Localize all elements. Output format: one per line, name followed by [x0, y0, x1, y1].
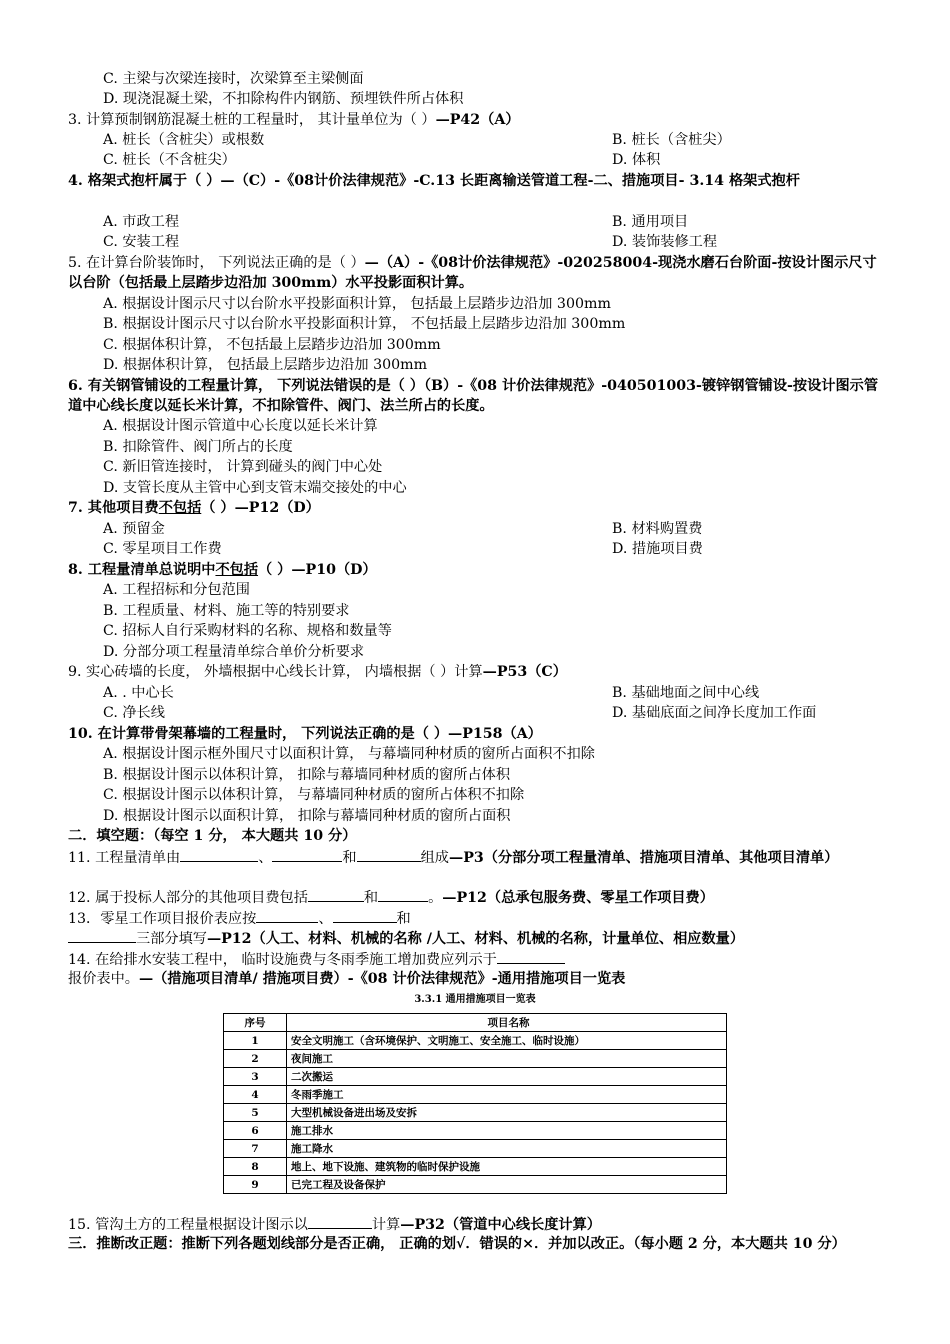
question-9: 9. 实心砖墙的长度， 外墙根据中心线长计算， 内墙根据（ ）计算—P53（C） [68, 664, 567, 680]
table-cell: 安全文明施工（含环境保护、文明施工、安全施工、临时设施） [287, 1032, 727, 1050]
option-line: B. 根据设计图示以体积计算， 扣除与幕墙同种材质的窗所占体积 [103, 767, 511, 783]
table-row [224, 1068, 727, 1086]
option-line: C. 新旧管连接时， 计算到碰头的阀门中心处 [103, 459, 383, 475]
table-row [224, 1104, 727, 1122]
question-13-cont: 三部分填写—P12（人工、材料、机械的名称 /人工、材料、机械的名称，计量单位、相应数量） [68, 928, 883, 949]
table-cell: 已完工程及设备保护 [287, 1176, 727, 1194]
option-row: C. 桩长（不含桩尖） D. 体积 [103, 152, 661, 168]
question-11: 11. 工程量清单由 、 和 组成—P3（分部分项工程量清单、措施项目清单、其他项目清单） [68, 847, 883, 868]
option-line: C. 主梁与次梁连接时，次梁算至主梁侧面 [103, 71, 364, 87]
table-cell: 2 [224, 1050, 287, 1068]
section-2-heading: 二．填空题：（每空 1 分， 本大题共 10 分） [68, 828, 357, 844]
table-row [224, 1032, 727, 1050]
column-header: 项目名称 [287, 1014, 727, 1032]
table-cell: 二次搬运 [287, 1068, 727, 1086]
table-cell: 4 [224, 1086, 287, 1104]
option-row: C. 零星项目工作费 D. 措施项目费 [103, 541, 703, 557]
option-line: D. 支管长度从主管中心到支管末端交接处的中心 [103, 480, 407, 496]
option-line: C. 根据体积计算， 不包括最上层踏步边沿加 300mm [103, 337, 441, 353]
option-line: A. 工程招标和分包范围 [103, 582, 250, 598]
table-row [224, 1176, 727, 1194]
question-13: 13．零星工作项目报价表应按 、 和 [68, 908, 883, 929]
option-row: A. . 中心长 B. 基础地面之间中心线 [103, 685, 760, 701]
question-7: 7. 其他项目费不包括（ ）—P12（D） [68, 500, 320, 516]
option-line: A. 根据设计图示管道中心长度以延长米计算 [103, 418, 378, 434]
table-cell: 夜间施工 [287, 1050, 727, 1068]
question-4: 4. 格架式抱杆属于（ ）—（C）-《08计价法律规范》-C.13 长距离输送管道工程-二、措施项目- 3.14 格架式抱杆 [68, 173, 800, 189]
option-row: A. 预留金 B. 材料购置费 [103, 521, 703, 537]
option-line: B. 工程质量、材料、施工等的特别要求 [103, 603, 350, 619]
question-14-cont: 报价表中。—（措施项目清单/ 措施项目费）-《08 计价法律规范》-通用措施项目一览表 [68, 971, 626, 987]
table-row [224, 1140, 727, 1158]
option-line: D. 根据设计图示以面积计算， 扣除与幕墙同种材质的窗所占面积 [103, 808, 511, 824]
column-header: 序号 [224, 1014, 287, 1032]
table-row [224, 1050, 727, 1068]
question-3: 3. 计算预制钢筋混凝土桩的工程量时， 其计量单位为（ ）—P42（A） [68, 112, 520, 128]
section-3-heading: 三．推断改正题：推断下列各题划线部分是否正确， 正确的划√．错误的×．并加以改正。（每小题 2 分，本大题共 10 分） [68, 1236, 846, 1252]
option-line: A. 根据设计图示尺寸以台阶水平投影面积计算， 包括最上层踏步边沿加 300mm [103, 296, 611, 312]
option-line: B. 根据设计图示尺寸以台阶水平投影面积计算， 不包括最上层踏步边沿加 300mm [103, 316, 626, 332]
option-row: C. 安装工程 D. 装饰装修工程 [103, 234, 718, 250]
table-caption: 3.3.1 通用措施项目一览表 [414, 994, 536, 1005]
option-line: D. 根据体积计算， 包括最上层踏步边沿加 300mm [103, 357, 428, 373]
table-cell: 3 [224, 1068, 287, 1086]
table-cell: 施工排水 [287, 1122, 727, 1140]
question-15: 15. 管沟土方的工程量根据设计图示以 计算—P32（管道中心线长度计算） [68, 1214, 883, 1235]
table-row [224, 1158, 727, 1176]
table-cell: 6 [224, 1122, 287, 1140]
table-cell: 施工降水 [287, 1140, 727, 1158]
table-cell: 8 [224, 1158, 287, 1176]
question-5: 5. 在计算台阶装饰时， 下列说法正确的是（ ）—（A）-《08计价法律规范》-020258004-现浇水磨石台阶面-按设计图示尺寸以台阶（包括最上层踏步边沿加 300mm）水平投影面积计算。 [68, 255, 877, 291]
table-cell: 7 [224, 1140, 287, 1158]
table-cell: 9 [224, 1176, 287, 1194]
table-cell: 冬雨季施工 [287, 1086, 727, 1104]
option-line: C. 招标人自行采购材料的名称、规格和数量等 [103, 623, 392, 639]
option-line: C. 根据设计图示以体积计算， 与幕墙同种材质的窗所占体积不扣除 [103, 787, 525, 803]
option-row: A. 市政工程 B. 通用项目 [103, 214, 689, 230]
question-14: 14. 在给排水安装工程中， 临时设施费与冬雨季施工增加费应列示于 [68, 949, 883, 970]
question-12: 12. 属于投标人部分的其他项目费包括 和 。—P12（总承包服务费、零星工作项目费） [68, 887, 883, 908]
option-line: A. 根据设计图示框外围尺寸以面积计算， 与幕墙同种材质的窗所占面积不扣除 [103, 746, 595, 762]
option-line: D. 分部分项工程量清单综合单价分析要求 [103, 644, 365, 660]
option-line: B. 扣除管件、阀门所占的长度 [103, 439, 293, 455]
table-cell: 5 [224, 1104, 287, 1122]
measures-table [223, 1013, 727, 1194]
table-cell: 1 [224, 1032, 287, 1050]
table-header-row [224, 1014, 727, 1032]
table-row [224, 1086, 727, 1104]
question-10: 10. 在计算带骨架幕墙的工程量时， 下列说法正确的是（ ）—P158（A） [68, 726, 542, 742]
question-8: 8. 工程量清单总说明中不包括（ ）—P10（D） [68, 562, 377, 578]
table-cell: 大型机械设备进出场及安拆 [287, 1104, 727, 1122]
option-row: A. 桩长（含桩尖）或根数 B. 桩长（含桩尖） [103, 132, 731, 148]
option-line: D. 现浇混凝土梁，不扣除构件内钢筋、预埋铁件所占体积 [103, 91, 464, 107]
question-6: 6. 有关钢管铺设的工程量计算， 下列说法错误的是（ ）（B）-《08 计价法律规范》-040501003-镀锌钢管铺设-按设计图示管道中心线长度以延长米计算，不扣除管件、阀门、法兰所占的长度。 [68, 378, 879, 414]
option-row: C. 净长线 D. 基础底面之间净长度加工作面 [103, 705, 817, 721]
table-row [224, 1122, 727, 1140]
table-cell: 地上、地下设施、建筑物的临时保护设施 [287, 1158, 727, 1176]
